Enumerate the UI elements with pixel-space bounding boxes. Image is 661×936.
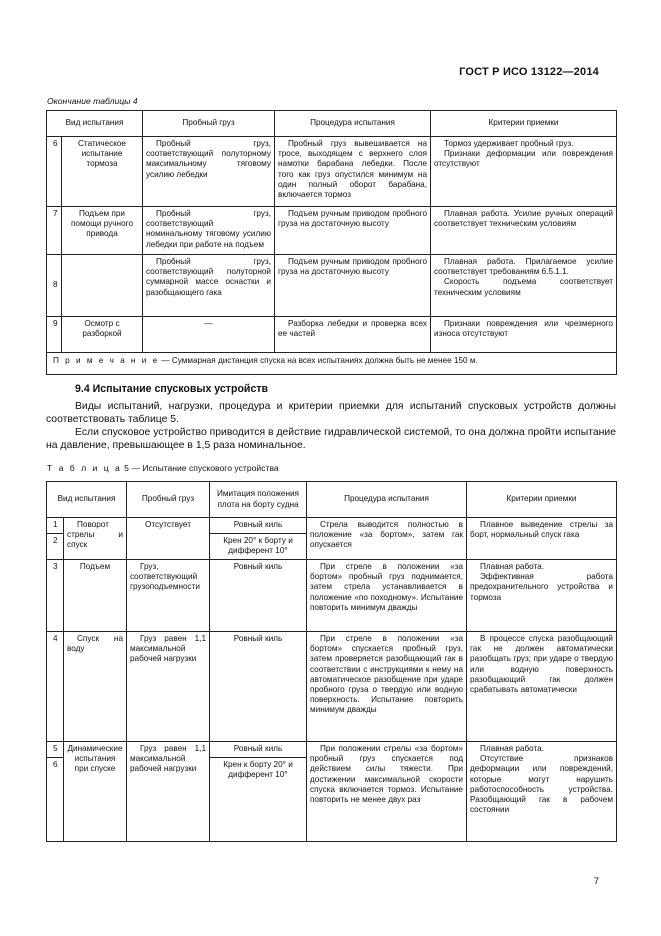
acceptance-criteria-cell bbox=[431, 317, 617, 353]
table-row bbox=[47, 317, 617, 353]
criteria-line: Признаки повреждения или чрезмерного износа отсутствуют bbox=[434, 319, 613, 339]
test-load-cell: Отсутствует bbox=[127, 518, 210, 560]
test-type-cell: Спуск на воду bbox=[64, 632, 127, 742]
caption-label: Т а б л и ц а bbox=[47, 463, 122, 473]
test-procedure-cell: Разборка лебедки и проверка всех ее частей bbox=[275, 317, 431, 353]
criteria-line: Тормоз удерживает пробный груз. bbox=[444, 139, 574, 148]
test-procedure-cell: При стреле в положении «за бортом» пробный груз поднимается, затем стрела устанавливается в положение «по походному». Испытание повторить минимум дважды bbox=[307, 560, 467, 632]
test-procedure-cell: Стрела выводится полностью в положение «за бортом», затем гак опускается bbox=[307, 518, 467, 560]
acceptance-criteria-cell: В процессе спуска разобщающий гак не должен автоматически разобщать груз; при ударе о твердую или водную поверхность разобщающий гак должен срабатывать автоматически bbox=[467, 632, 617, 742]
row-number: 3 bbox=[47, 560, 64, 632]
table-4-continuation-label: Окончание таблицы 4 bbox=[47, 96, 138, 106]
test-load-cell: — bbox=[143, 317, 275, 353]
section-heading: 9.4 Испытание спусковых устройств bbox=[75, 383, 269, 395]
acceptance-criteria-cell bbox=[431, 137, 617, 207]
table-5 bbox=[46, 481, 617, 842]
test-load-cell: Пробный груз, соответствующий номинальному тяговому усилию лебедки при работе на подъем bbox=[143, 207, 275, 255]
table-5-header-row bbox=[47, 482, 617, 518]
test-procedure-cell: При положении стрелы «за бортом» пробный груз спускается под действием силы тяжести. При достижении максимальной скорости спуска включается тормоз. Испытание повторить не менее двух раз bbox=[307, 742, 467, 842]
simulation-cell: Крен к борту 20° и дифферент 10° bbox=[210, 758, 307, 842]
page-number: 7 bbox=[593, 876, 599, 887]
test-type-cell: Динамические испытания при спуске bbox=[64, 742, 127, 842]
column-header: Критерии приемки bbox=[467, 482, 617, 518]
row-number: 6 bbox=[47, 758, 64, 842]
test-type-cell: Подъем при помощи ручного привода bbox=[62, 207, 143, 255]
table-row bbox=[47, 560, 617, 632]
test-load-cell: Груз равен 1,1 максимальной рабочей нагрузки bbox=[127, 632, 210, 742]
row-number: 4 bbox=[47, 632, 64, 742]
table-row bbox=[47, 632, 617, 742]
test-type-cell: Поворот стрелы и спуск bbox=[64, 518, 127, 560]
table-row bbox=[47, 137, 617, 207]
acceptance-criteria-cell bbox=[431, 255, 617, 317]
row-number: 9 bbox=[47, 317, 62, 353]
simulation-cell: Ровный киль bbox=[210, 632, 307, 742]
test-procedure-cell: При стреле в положении «за бортом» спускается пробный груз, затем проверяется разобщающий гак в соответствии с инструкциями к нему на автоматическое разобщение при ударе пробного груза о твердую или водную поверхность. Испытание повторить минимум дважды bbox=[307, 632, 467, 742]
table-4-header-row bbox=[47, 111, 617, 137]
note-label: П р и м е ч а н и е bbox=[53, 356, 160, 365]
test-load-cell: Пробный груз, соответствующий полуторному максимальному тяговому усилию лебедки bbox=[143, 137, 275, 207]
caption-text: 5 — Испытание спускового устройства bbox=[121, 463, 279, 473]
test-type-cell bbox=[62, 255, 143, 317]
test-type-cell: Осмотр с разборкой bbox=[62, 317, 143, 353]
table-row bbox=[47, 518, 617, 534]
criteria-line: Плавная работа. Прилагаемое усилие соответствует требованиям 6.5.1.1. bbox=[434, 257, 613, 277]
simulation-cell: Ровный киль bbox=[210, 560, 307, 632]
test-load-cell: Груз, соответствующий грузоподъемности bbox=[127, 560, 210, 632]
acceptance-criteria-cell bbox=[467, 560, 617, 632]
acceptance-criteria-cell bbox=[431, 207, 617, 255]
column-header: Вид испытания bbox=[47, 111, 143, 137]
acceptance-criteria-cell: Плавное выведение стрелы за борт, нормальный спуск гака bbox=[467, 518, 617, 560]
column-header: Критерии приемки bbox=[431, 111, 617, 137]
column-header: Пробный груз bbox=[143, 111, 275, 137]
test-load-cell: Пробный груз, соответствующий полуторной суммарной массе оснастки и разобщающего гака bbox=[143, 255, 275, 317]
criteria-line: Отсутствие признаков деформации или повреждений, которые могут нарушить работоспособность устройства. Разобщающий гак в рабочем состоянии bbox=[470, 754, 613, 815]
column-header: Вид испытания bbox=[47, 482, 127, 518]
row-number: 8 bbox=[47, 255, 62, 317]
test-procedure-cell: Подъем ручным приводом пробного груза на достаточную высоту bbox=[275, 255, 431, 317]
test-procedure-cell: Подъем ручным приводом пробного груза на достаточную высоту bbox=[275, 207, 431, 255]
table-4-note-row bbox=[47, 353, 617, 375]
table-row bbox=[47, 207, 617, 255]
test-load-cell: Груз равен 1,1 максимальной рабочей нагрузки bbox=[127, 742, 210, 842]
test-procedure-cell: Пробный груз вывешивается на тросе, выходящем с верхнего слоя намотки барабана лебедки. После того как груз опустился минимум на один полный оборот барабана, включается тормоз bbox=[275, 137, 431, 207]
test-type-cell: Статическое испытание тормоза bbox=[62, 137, 143, 207]
table-row bbox=[47, 255, 617, 317]
section-paragraph-1: Виды испытаний, нагрузки, процедура и критерии приемки для испытаний спусковых устройств должны соответствовать таблице 5. bbox=[46, 401, 616, 425]
simulation-cell: Крен 20° к борту и дифферент 10° bbox=[210, 534, 307, 560]
document-code-header: ГОСТ Р ИСО 13122—2014 bbox=[459, 66, 599, 78]
column-header: Имитация положения плота на борту судна bbox=[210, 482, 307, 518]
criteria-line: Плавная работа. Усилие ручных операций соответствует техническим условиям bbox=[434, 209, 613, 229]
criteria-line: Скорость подъема соответствует техническим условиям bbox=[434, 277, 613, 297]
row-number: 1 bbox=[47, 518, 64, 534]
table-4-note bbox=[47, 353, 617, 375]
table-row bbox=[47, 742, 617, 758]
criteria-line: Признаки деформации или повреждения отсутствуют bbox=[434, 149, 613, 169]
criteria-line: Эффективная работа предохранительного устройства и тормоза bbox=[470, 572, 613, 602]
table-5-caption bbox=[47, 463, 279, 473]
column-header: Пробный груз bbox=[127, 482, 210, 518]
table-4 bbox=[46, 110, 617, 375]
acceptance-criteria-cell bbox=[467, 742, 617, 842]
row-number: 2 bbox=[47, 534, 64, 560]
test-type-cell: Подъем bbox=[64, 560, 127, 632]
note-text: — Суммарная дистанция спуска на всех испытаниях должна быть не менее 150 м. bbox=[159, 356, 478, 365]
criteria-line: Плавная работа. bbox=[480, 562, 545, 571]
row-number: 6 bbox=[47, 137, 62, 207]
row-number: 5 bbox=[47, 742, 64, 758]
row-number: 7 bbox=[47, 207, 62, 255]
criteria-line: Плавная работа. bbox=[480, 744, 545, 753]
section-paragraph-2: Если спусковое устройство приводится в действие гидравлической системой, то она должна пройти испытание на давление, превышающее в 1,5 раза номинальное. bbox=[46, 427, 616, 451]
column-header: Процедура испытания bbox=[307, 482, 467, 518]
simulation-cell: Ровный киль bbox=[210, 518, 307, 534]
column-header: Процедура испытания bbox=[275, 111, 431, 137]
simulation-cell: Ровный киль bbox=[210, 742, 307, 758]
